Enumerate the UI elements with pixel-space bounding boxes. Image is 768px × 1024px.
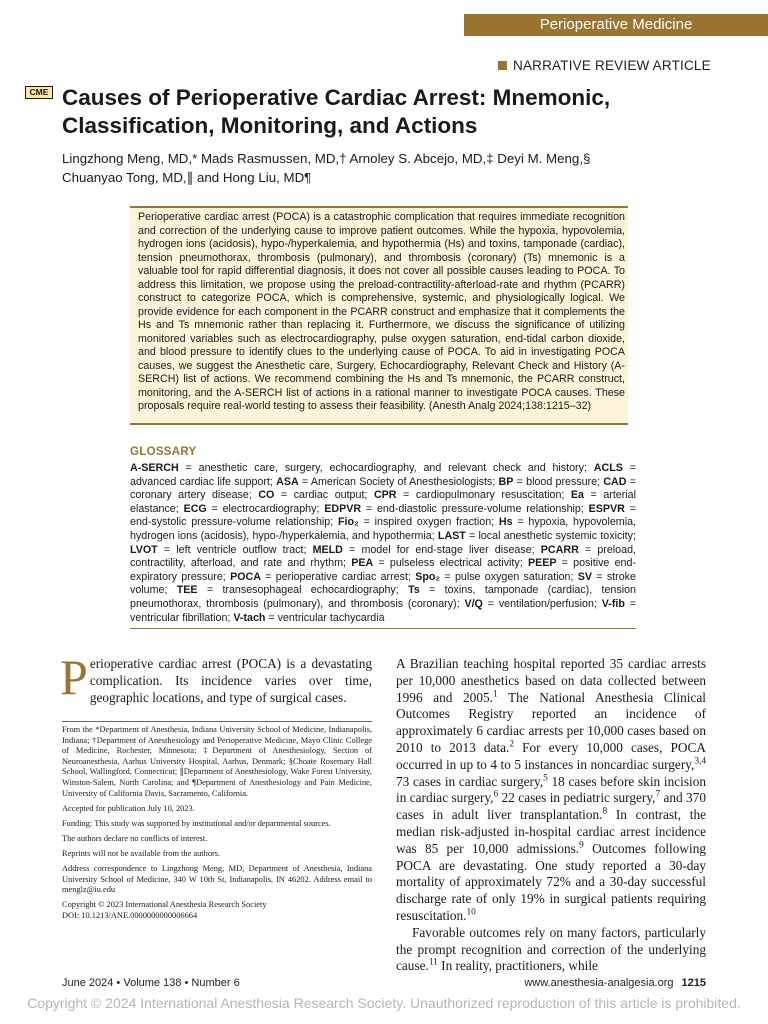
glossary-term: V-fib <box>601 597 625 610</box>
glossary-term: CO <box>258 489 275 502</box>
glossary-term: CAD <box>603 475 627 488</box>
abstract-box <box>130 206 628 425</box>
body-text: For every 10,000 cases, POCA occurred in up to 4 to 5 instances in noncardiac surgery, <box>396 739 706 772</box>
abstract-text: Perioperative cardiac arrest (POCA) is a catastrophic complication that requires immediate recognition and correction of the underlying cause to improve patient outcomes. While the hypoxia, hypovolemia, hydrogen ions (acidosis), hypo-/hyperkalemia, and hypothermia (Hs) and toxins, tamponade (cardiac), tension pneumothorax, thrombosis (pulmonary), and thrombosis (coronary) (Ts) mnemonic is a valuable tool for rapid differential diagnosis, it does not cover all possible causes leading to POCA. To address this limitation, we propose using the preload-contractility-afterload-rate and rhythm (PCARR) construct to categorize POCA, which is comprehensive, systemic, and physiologically logical. We provide evidence for each component in the PCARR construct and emphasize that it complements the Hs and Ts mnemonic rather than replacing it. Furthermore, we discuss the significance of utilizing monitored variables such as electrocardiography, pulse oxygen saturation, end-tidal carbon dioxide, and blood pressure to identify clues to the underlying cause of POCA. To aid in investigating POCA causes, we suggest the Anesthetic care, Surgery, Echocardiography, Relevant Check and History (A-SERCH) list of actions. We recommend combining the Hs and Ts mnemonic, the PCARR construct, monitoring, and the A-SERCH list of actions in a rational manner to investigate POCA causes. These proposals require real-world testing to assess their feasibility. (Anesth Analg 2024;138:1215–32) <box>138 211 625 412</box>
glossary-term: A-SERCH <box>130 462 179 474</box>
reprints-note: Reprints will not be available from the authors. <box>62 848 221 858</box>
footnotes <box>62 725 372 926</box>
author-line-1: Lingzhong Meng, MD,* Mads Rasmussen, MD,† Arnoley S. Abcejo, MD,‡ Deyi M. Meng,§ <box>62 151 591 166</box>
cme-badge: CME <box>25 86 53 99</box>
glossary-definition: cardiopulmonary resuscitation <box>415 489 562 502</box>
body-text: Favorable outcomes rely on many factors, particularly the prompt recognition and correction of the underlying cause. <box>396 924 706 974</box>
glossary-definition: positive end-expiratory pressure <box>130 557 636 583</box>
glossary-term: ASA <box>276 475 299 488</box>
glossary-term: MELD <box>312 543 343 556</box>
glossary-term: ECG <box>183 502 207 515</box>
glossary-term: LVOT <box>130 543 158 556</box>
glossary-term: Ea <box>570 489 584 502</box>
glossary-definition: model for end-stage liver disease <box>361 543 532 556</box>
accepted-note: Accepted for publication July 10, 2023. <box>62 803 195 813</box>
glossary-term: Fio₂ <box>338 516 359 529</box>
square-bullet-icon <box>498 61 507 70</box>
glossary-definition: transesophageal echocardiography <box>222 584 396 597</box>
footnote-divider <box>62 721 372 722</box>
article-title: Causes of Perioperative Cardiac Arrest: Mnemonic, Classification, Monitoring, and Actions <box>62 85 611 138</box>
ref-sup: 2 <box>509 739 514 750</box>
glossary-definition: toxins, tamponade (cardiac), tension pneumothorax, thrombosis (pulmonary), and thrombosis (coronary) <box>130 584 636 610</box>
ref-sup: 6 <box>493 789 499 800</box>
body-paragraph-1 <box>396 656 706 925</box>
glossary-term: PEA <box>351 557 374 570</box>
glossary-body: A-SERCH = anesthetic care, surgery, echocardiography, and relevant check and history; ACLS = advanced cardiac life support; ASA = American Society of Anesthesiologists; BP = blood pressure; CAD = coronary artery disease; CO = cardiac output; CPR = cardiopulmonary resuscitation; Ea = arterial elastance; ECG = electrocardiography; EDPVR = end-diastolic pressure-volume relationship; ESPVR = end-systolic pressure-volume relationship; Fio₂ = inspired oxygen fraction; Hs = hypoxia, hypovolemia, hydrogen ions (acidosis), hypo-/hyperkalemia, and hypothermia; LAST = local anesthetic systemic toxicity; LVOT = left ventricle outflow tract; MELD = model for end-stage liver disease; PCARR = preload, contractility, afterload, and rate and rhythm; PEA = pulseless electrical activity; PEEP = positive end-expiratory pressure; POCA = perioperative cardiac arrest; Spo₂ = pulse oxygen saturation; SV = stroke volume; TEE = transesophageal echocardiography; Ts = toxins, tamponade (cardiac), tension pneumothorax, thrombosis (pulmonary), and thrombosis (coronary); V/Q = ventilation/perfusion; V-fib = ventricular fibrillation; V-tach = ventricular tachycardia <box>130 462 636 624</box>
intro-text: erioperative cardiac arrest (POCA) is a devastating complication. Its incidence varies over time, geographic locations, and type of surgical cases. <box>89 656 372 705</box>
glossary-term: TEE <box>176 584 198 597</box>
glossary-term: EDPVR <box>324 502 362 515</box>
glossary-term: PEEP <box>527 557 557 570</box>
body-text: and 370 cases in adult liver transplantation. <box>396 790 706 823</box>
glossary-heading: GLOSSARY <box>130 446 197 458</box>
doi-note: DOI: 10.1213/ANE.0000000000006664 <box>62 910 198 920</box>
glossary-definition: left ventricle outflow tract <box>176 543 304 556</box>
glossary-term: Hs <box>498 516 513 529</box>
glossary-term: ESPVR <box>588 502 625 515</box>
body-column-right <box>396 656 706 975</box>
glossary-definition: anesthetic care, surgery, echocardiography, and relevant check and history <box>198 462 584 474</box>
intro-paragraph <box>60 649 372 706</box>
body-text: In contrast, the median risk-adjusted in-hospital cardiac arrest incidence was 85 per 10,000 admissions. <box>396 807 706 856</box>
glossary-definition: ventricular fibrillation <box>130 611 228 624</box>
glossary-term: V/Q <box>464 597 483 610</box>
funding-note: Funding: This study was supported by institutional and/or departmental sources. <box>62 818 331 828</box>
glossary-divider <box>130 628 636 629</box>
ref-sup: 3,4 <box>694 756 706 767</box>
correspondence-note: Address correspondence to Lingzhong Meng, MD, Department of Anesthesia, Indiana University School of Medicine, 340 W 10th St, Indianapolis, IN 46202. Address email to menglz@iu.edu <box>62 864 372 895</box>
body-text: A Brazilian teaching hospital reported 35 cardiac arrests per 10,000 anesthetics based on data collected between 1996 and 2005. <box>396 656 706 705</box>
section-banner: Perioperative Medicine <box>464 14 768 36</box>
page-number: 1215 <box>681 977 706 989</box>
glossary-definition: local anesthetic systemic toxicity <box>478 529 633 542</box>
glossary-definition: hypoxia, hypovolemia, hydrogen ions (acidosis), hypo-/hyperkalemia, and hypothermia <box>130 516 636 542</box>
copyright-watermark: Copyright © 2024 International Anesthesia Research Society. Unauthorized reproduction of this article is prohibited. <box>0 993 768 1024</box>
ref-sup: 1 <box>492 689 498 700</box>
glossary-definition: inspired oxygen fraction <box>374 516 492 529</box>
ref-sup: 9 <box>579 840 584 851</box>
glossary-term: Spo₂ <box>415 570 441 583</box>
ref-sup: 5 <box>543 773 548 784</box>
ref-sup: 8 <box>602 806 608 817</box>
glossary-term: V-tach <box>233 611 266 624</box>
glossary-definition: preload, contractility, afterload, and rate and rhythm <box>130 543 636 570</box>
glossary-definition: American Society of Anesthesiologists <box>310 475 493 488</box>
drop-cap: P <box>60 649 88 705</box>
issue-info: June 2024 • Volume 138 • Number 6 <box>62 977 240 989</box>
article-type-text: NARRATIVE REVIEW ARTICLE <box>513 58 711 73</box>
glossary-term: ACLS <box>593 462 623 474</box>
glossary-definition: end-systolic pressure-volume relationship <box>130 516 331 529</box>
journal-website-link[interactable]: www.anesthesia-analgesia.org <box>524 977 674 989</box>
glossary-definition: pulse oxygen saturation <box>454 570 571 583</box>
glossary-definition: coronary artery disease <box>130 489 249 502</box>
glossary-definition: end-diastolic pressure-volume relationship <box>376 502 581 515</box>
glossary-term: POCA <box>230 570 261 583</box>
body-text: In reality, practitioners, while <box>437 958 598 974</box>
glossary-definition: arterial elastance <box>130 489 636 515</box>
glossary-term: CPR <box>373 489 397 502</box>
glossary-definition: perioperative cardiac arrest <box>275 570 408 583</box>
body-paragraph-2 <box>396 925 706 975</box>
body-text: Outcomes following POCA are devastating. One study reported a 30-day mortality of approximately 72% and a 30-day successful discharge rate of only 19% in surgical patients requiring resuscitation. <box>396 840 706 923</box>
body-text: 73 cases in cardiac surgery, <box>396 773 544 789</box>
glossary-term: SV <box>577 570 593 583</box>
glossary-definition: pulseless electrical activity <box>389 557 520 570</box>
body-text: 18 cases before skin incision in cardiac surgery, <box>396 773 707 806</box>
glossary-definition: blood pressure <box>526 475 598 488</box>
author-list <box>62 150 702 187</box>
glossary-term: BP <box>498 475 514 488</box>
affiliations-note: From the *Department of Anesthesia, Indiana University School of Medicine, Indianapolis, Indiana; †Department of Anesthesiology and Perioperative Medicine, Mayo Clinic College of Medicine, Rochester, Minnesota; ‡Department of Anesthesiology, Section of Neuroanesthesia, Aarhus University Hospital, Aarhus, Denmark; §Choate Rosemary Hall School, Wallingford, Connecticut; ∥Department of Anesthesiology, Wake Forest University, Winston-Salem, North Carolina; and ¶Department of Anesthesiology and Pain Medicine, University of California Davis, Sacramento, California. <box>62 725 372 798</box>
ref-sup: 7 <box>655 789 661 800</box>
glossary-definition: ventilation/perfusion <box>498 597 594 610</box>
conflicts-note: The authors declare no conflicts of interest. <box>62 833 208 843</box>
glossary-term: LAST <box>437 529 466 542</box>
copyright-note: Copyright © 2023 International Anesthesia Research Society <box>62 900 267 910</box>
glossary-definition: ventricular tachycardia <box>277 611 385 624</box>
author-line-2: Chuanyao Tong, MD,∥ and Hong Liu, MD¶ <box>62 169 312 185</box>
body-text: The National Anesthesia Clinical Outcomes Registry reported an incidence of approximately 6 cardiac arrests per 10,000 cases based on 2010 to 2013 data. <box>396 689 706 755</box>
ref-sup: 11 <box>428 957 438 968</box>
glossary-definition: advanced cardiac life support <box>130 475 270 488</box>
body-text: 22 cases in pediatric surgery, <box>498 790 656 806</box>
glossary-term: Ts <box>408 584 420 597</box>
article-type-label <box>498 58 711 76</box>
glossary-definition: stroke volume <box>130 570 636 597</box>
ref-sup: 10 <box>466 907 476 918</box>
glossary-term: PCARR <box>540 543 579 556</box>
glossary-definition: electrocardiography <box>222 502 317 515</box>
glossary-definition: cardiac output <box>293 489 365 502</box>
footer-right <box>512 977 706 989</box>
